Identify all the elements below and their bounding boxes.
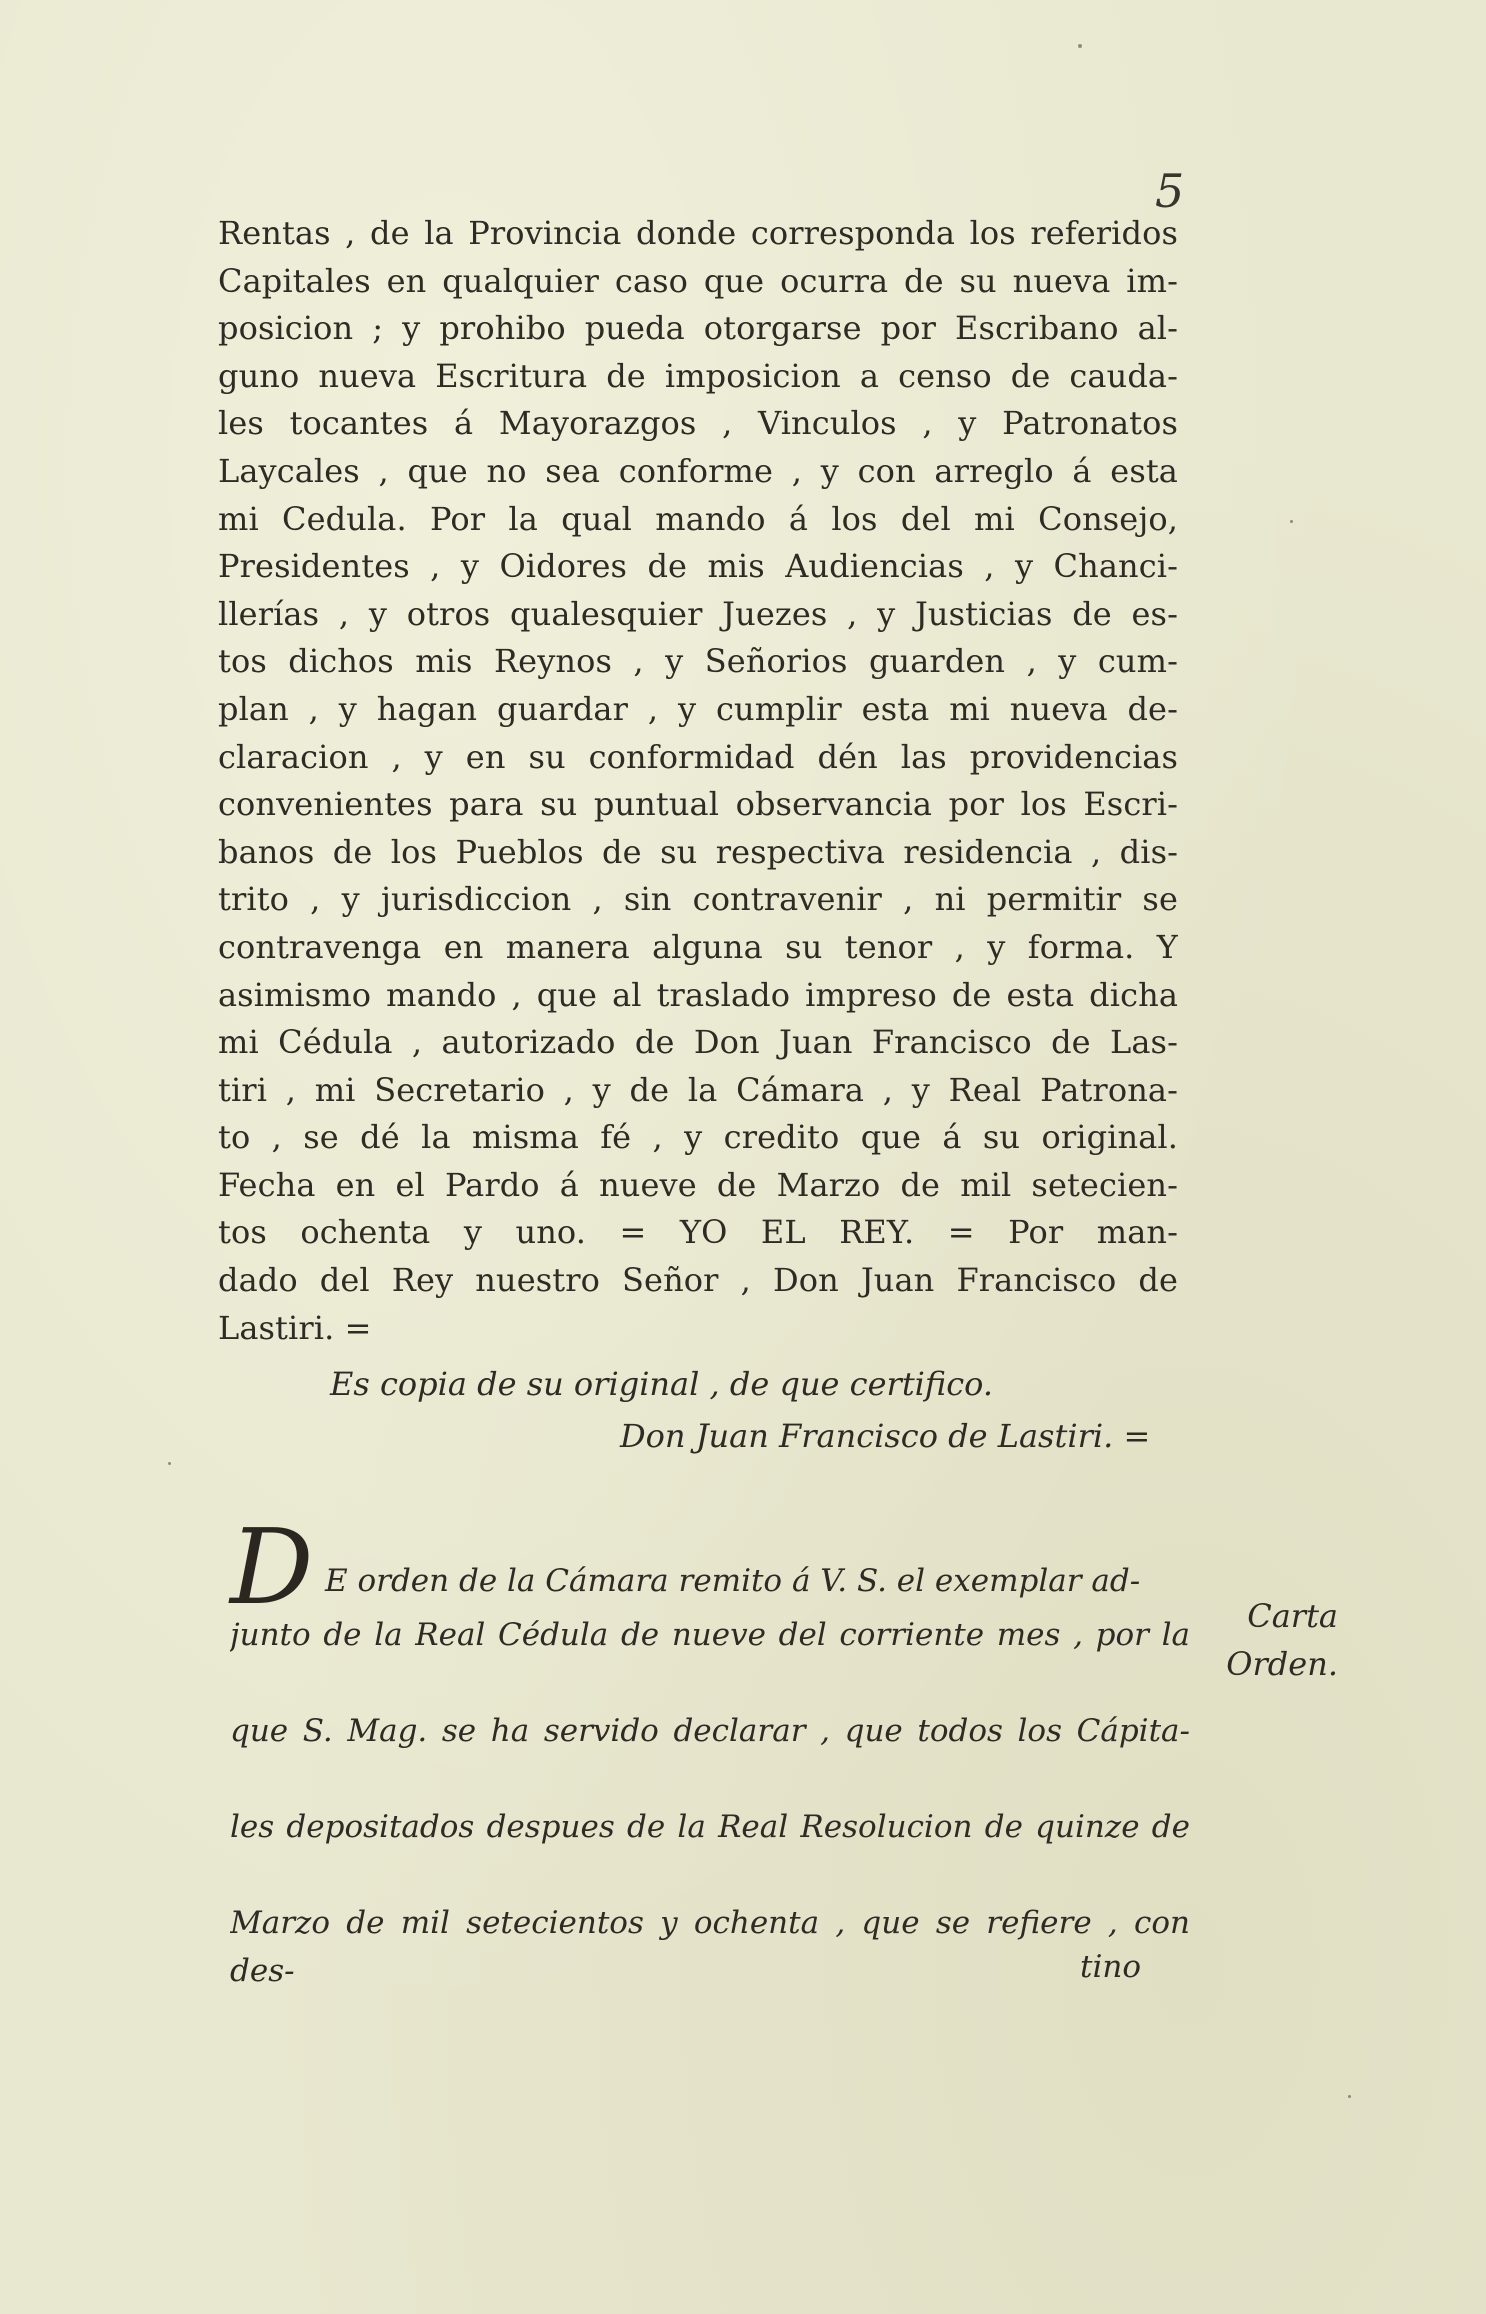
text-line: les tocantes á Mayorazgos , Vinculos , y Patronatos xyxy=(218,404,1178,443)
margin-note xyxy=(1208,1592,1338,1688)
text-line: mi Cedula. Por la qual mando á los del mi Consejo, xyxy=(218,499,1178,538)
paper-speck xyxy=(1348,2095,1351,2098)
margin-note-line: Orden. xyxy=(1226,1645,1338,1683)
text-line: dado del Rey nuestro Señor , Don Juan Francisco de xyxy=(218,1261,1178,1300)
text-line: mi Cédula , autorizado de Don Juan Francisco de Las- xyxy=(218,1023,1178,1062)
letter-line: E orden de la Cámara remito á V. S. el exemplar ad- xyxy=(325,1563,1141,1599)
text-line: llerías , y otros qualesquier Juezes , y Justicias de es- xyxy=(218,594,1178,633)
text-line: Presidentes , y Oidores de mis Audiencias , y Chanci- xyxy=(218,547,1178,586)
drop-cap: D xyxy=(230,1506,314,1628)
letter-line: junto de la Real Cédula de nueve del corriente mes , por la xyxy=(230,1617,1190,1653)
text-line: Fecha en el Pardo á nueve de Marzo de mil setecien- xyxy=(218,1165,1178,1204)
text-line: claracion , y en su conformidad dén las providencias xyxy=(218,737,1178,776)
text-line: banos de los Pueblos de su respectiva residencia , dis- xyxy=(218,832,1178,871)
text-line-last: Lastiri. = xyxy=(218,1308,372,1347)
text-line: posicion ; y prohibo pueda otorgarse por Escribano al- xyxy=(218,309,1178,348)
certification-line: Es copia de su original , de que certifico. xyxy=(330,1365,994,1403)
text-line: Capitales en qualquier caso que ocurra de su nueva im- xyxy=(218,261,1178,300)
text-line: contravenga en manera alguna su tenor , y forma. Y xyxy=(218,927,1178,966)
letter-line: les depositados despues de la Real Resolucion de quinze de xyxy=(230,1809,1190,1845)
text-line: asimismo mando , que al traslado impreso de esta dicha xyxy=(218,975,1178,1014)
text-line: tiri , mi Secretario , y de la Cámara , y Real Patrona- xyxy=(218,1070,1178,1109)
text-line: tos dichos mis Reynos , y Señorios guarden , y cum- xyxy=(218,642,1178,681)
text-line: convenientes para su puntual observancia por los Escri- xyxy=(218,785,1178,824)
carta-orden-letter xyxy=(230,1506,1190,2039)
paper-speck xyxy=(1290,520,1293,523)
text-line: Rentas , de la Provincia donde corresponda los referidos xyxy=(218,214,1178,252)
margin-note-line: Carta xyxy=(1247,1597,1338,1635)
page-number: 5 xyxy=(1155,164,1185,218)
text-line: to , se dé la misma fé , y credito que á su original. xyxy=(218,1118,1178,1157)
main-text-block xyxy=(218,210,1178,1352)
letter-line: que S. Mag. se ha servido declarar , que todos los Cápita- xyxy=(230,1713,1190,1749)
letter-line-catchword: tino xyxy=(1080,1949,1142,1985)
text-line: plan , y hagan guardar , y cumplir esta mi nueva de- xyxy=(218,689,1178,728)
text-line: trito , y jurisdiccion , sin contravenir , ni permitir se xyxy=(218,880,1178,919)
signature-line: Don Juan Francisco de Lastiri. = xyxy=(620,1417,1151,1455)
text-line: tos ochenta y uno. = YO EL REY. = Por man- xyxy=(218,1213,1178,1252)
text-line: guno nueva Escritura de imposicion a censo de cauda- xyxy=(218,356,1178,395)
paper-speck xyxy=(168,1462,171,1465)
paper-speck xyxy=(1078,44,1082,48)
text-line: Laycales , que no sea conforme , y con arreglo á esta xyxy=(218,451,1178,490)
letter-line: Marzo de mil setecientos y ochenta , que se refiere , con des- xyxy=(230,1905,1190,1989)
